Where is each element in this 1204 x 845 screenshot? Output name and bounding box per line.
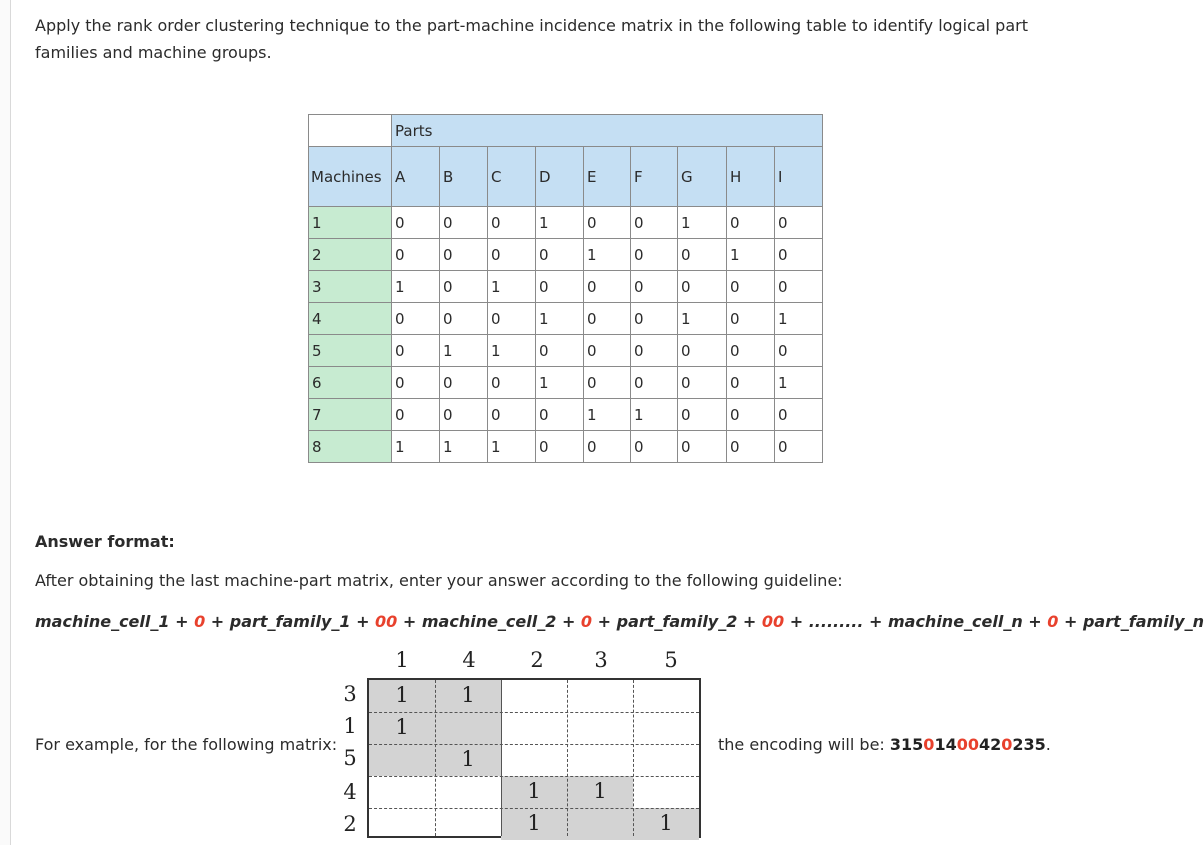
incidence-cell: 0 — [392, 239, 440, 271]
machine-label: 5 — [309, 335, 392, 367]
example-row-header: 1 — [343, 714, 357, 738]
incidence-cell: 1 — [488, 335, 536, 367]
example-row-header: 5 — [343, 746, 357, 770]
example-shaded-cell — [567, 808, 633, 840]
incidence-cell: 1 — [440, 431, 488, 463]
part-header: A — [392, 147, 440, 207]
incidence-cell: 0 — [584, 367, 631, 399]
incidence-cell: 1 — [775, 303, 823, 335]
incidence-cell: 0 — [727, 367, 775, 399]
part-header: D — [536, 147, 584, 207]
incidence-cell: 0 — [775, 335, 823, 367]
example-grid — [367, 678, 701, 838]
incidence-cell: 0 — [488, 399, 536, 431]
incidence-cell: 0 — [631, 239, 678, 271]
incidence-cell: 0 — [440, 271, 488, 303]
part-header: F — [631, 147, 678, 207]
incidence-cell: 0 — [488, 303, 536, 335]
example-label: For example, for the following matrix: — [35, 735, 338, 754]
incidence-cell: 0 — [727, 431, 775, 463]
machine-label: 3 — [309, 271, 392, 303]
example-shaded-cell — [369, 744, 435, 776]
table-row — [309, 431, 823, 463]
table-row — [309, 335, 823, 367]
part-header: B — [440, 147, 488, 207]
incidence-cell: 0 — [727, 207, 775, 239]
example-column-header: 2 — [530, 648, 544, 672]
incidence-cell: 0 — [775, 399, 823, 431]
part-header: E — [584, 147, 631, 207]
part-header: C — [488, 147, 536, 207]
parts-header: Parts — [392, 115, 823, 147]
example-row-header: 3 — [343, 682, 357, 706]
incidence-cell: 1 — [536, 303, 584, 335]
example-column-header: 5 — [664, 648, 678, 672]
incidence-cell: 0 — [727, 271, 775, 303]
incidence-cell: 0 — [678, 399, 727, 431]
machine-label: 8 — [309, 431, 392, 463]
incidence-cell: 0 — [727, 335, 775, 367]
incidence-cell: 0 — [440, 239, 488, 271]
incidence-cell: 0 — [678, 239, 727, 271]
incidence-cell: 0 — [584, 431, 631, 463]
answer-formula: machine_cell_1 + 0 + part_family_1 + 00 + machine_cell_2 + 0 + part_family_2 + 00 + ......... + machine_cell_n + 0 + part_family_n — [35, 612, 1204, 631]
example-cell-value: 1 — [527, 779, 541, 803]
incidence-cell: 0 — [536, 239, 584, 271]
part-header: G — [678, 147, 727, 207]
table-row — [309, 239, 823, 271]
incidence-cell: 1 — [678, 303, 727, 335]
incidence-cell: 0 — [392, 367, 440, 399]
example-cell-value: 1 — [395, 715, 409, 739]
example-cell-value: 1 — [461, 747, 475, 771]
incidence-cell: 1 — [775, 367, 823, 399]
example-cell-value: 1 — [593, 779, 607, 803]
incidence-cell: 1 — [440, 335, 488, 367]
incidence-cell: 1 — [631, 399, 678, 431]
incidence-cell: 0 — [678, 367, 727, 399]
machine-label: 7 — [309, 399, 392, 431]
table-row — [309, 399, 823, 431]
incidence-cell: 1 — [584, 399, 631, 431]
example-column-header: 4 — [462, 648, 476, 672]
example-cell-value: 1 — [395, 683, 409, 707]
incidence-cell: 1 — [392, 271, 440, 303]
incidence-cell: 0 — [631, 367, 678, 399]
incidence-cell: 0 — [536, 399, 584, 431]
table-row — [309, 271, 823, 303]
incidence-cell: 0 — [727, 399, 775, 431]
incidence-cell: 0 — [440, 399, 488, 431]
machines-header: Machines — [309, 147, 392, 207]
encoding-text: the encoding will be: 31501400420235. — [718, 735, 1051, 754]
incidence-cell: 0 — [678, 431, 727, 463]
incidence-cell: 0 — [631, 271, 678, 303]
table-row — [309, 303, 823, 335]
encoding-value: 31501400420235 — [889, 735, 1046, 754]
incidence-cell: 1 — [727, 239, 775, 271]
incidence-cell: 0 — [488, 207, 536, 239]
incidence-cell: 1 — [536, 207, 584, 239]
example-column-header: 1 — [395, 648, 409, 672]
incidence-cell: 0 — [440, 303, 488, 335]
incidence-cell: 0 — [584, 271, 631, 303]
example-grid-line — [567, 680, 568, 836]
example-column-header: 3 — [594, 648, 608, 672]
part-header: I — [775, 147, 823, 207]
incidence-cell: 0 — [392, 399, 440, 431]
incidence-cell: 0 — [631, 335, 678, 367]
incidence-cell: 0 — [775, 207, 823, 239]
incidence-cell: 0 — [440, 367, 488, 399]
example-grid-line — [369, 744, 699, 745]
part-header: H — [727, 147, 775, 207]
incidence-cell: 0 — [392, 303, 440, 335]
example-cell-value: 1 — [659, 811, 673, 835]
incidence-cell: 0 — [631, 431, 678, 463]
incidence-cell: 0 — [678, 271, 727, 303]
incidence-cell: 0 — [584, 303, 631, 335]
incidence-cell: 0 — [775, 431, 823, 463]
incidence-cell: 0 — [631, 207, 678, 239]
example-shaded-cell — [435, 712, 501, 744]
incidence-cell: 0 — [584, 207, 631, 239]
incidence-cell: 0 — [536, 431, 584, 463]
incidence-cell: 0 — [536, 271, 584, 303]
incidence-matrix-table — [308, 114, 823, 463]
answer-guideline: After obtaining the last machine-part matrix, enter your answer according to the following guideline: — [35, 571, 843, 590]
example-row-header: 2 — [343, 812, 357, 836]
incidence-cell: 0 — [584, 335, 631, 367]
incidence-cell: 0 — [488, 367, 536, 399]
incidence-cell: 0 — [392, 207, 440, 239]
answer-format-title: Answer format: — [35, 532, 175, 551]
incidence-cell: 1 — [392, 431, 440, 463]
incidence-cell: 0 — [727, 303, 775, 335]
incidence-cell: 0 — [775, 239, 823, 271]
left-border — [0, 0, 11, 845]
machine-label: 2 — [309, 239, 392, 271]
corner-cell — [309, 115, 392, 147]
example-row-header: 4 — [343, 780, 357, 804]
example-cell-value: 1 — [461, 683, 475, 707]
incidence-cell: 0 — [440, 207, 488, 239]
example-cell-value: 1 — [527, 811, 541, 835]
incidence-cell: 1 — [488, 431, 536, 463]
incidence-cell: 1 — [488, 271, 536, 303]
incidence-cell: 0 — [488, 239, 536, 271]
machine-label: 6 — [309, 367, 392, 399]
incidence-cell: 0 — [392, 335, 440, 367]
incidence-cell: 1 — [678, 207, 727, 239]
machine-label: 4 — [309, 303, 392, 335]
machine-label: 1 — [309, 207, 392, 239]
incidence-cell: 1 — [536, 367, 584, 399]
incidence-cell: 0 — [536, 335, 584, 367]
table-row — [309, 207, 823, 239]
incidence-cell: 1 — [584, 239, 631, 271]
incidence-cell: 0 — [678, 335, 727, 367]
incidence-cell: 0 — [775, 271, 823, 303]
question-text: Apply the rank order clustering technique to the part-machine incidence matrix in the following table to identify logical part families and machine groups. — [35, 16, 1028, 62]
table-row — [309, 367, 823, 399]
incidence-cell: 0 — [631, 303, 678, 335]
